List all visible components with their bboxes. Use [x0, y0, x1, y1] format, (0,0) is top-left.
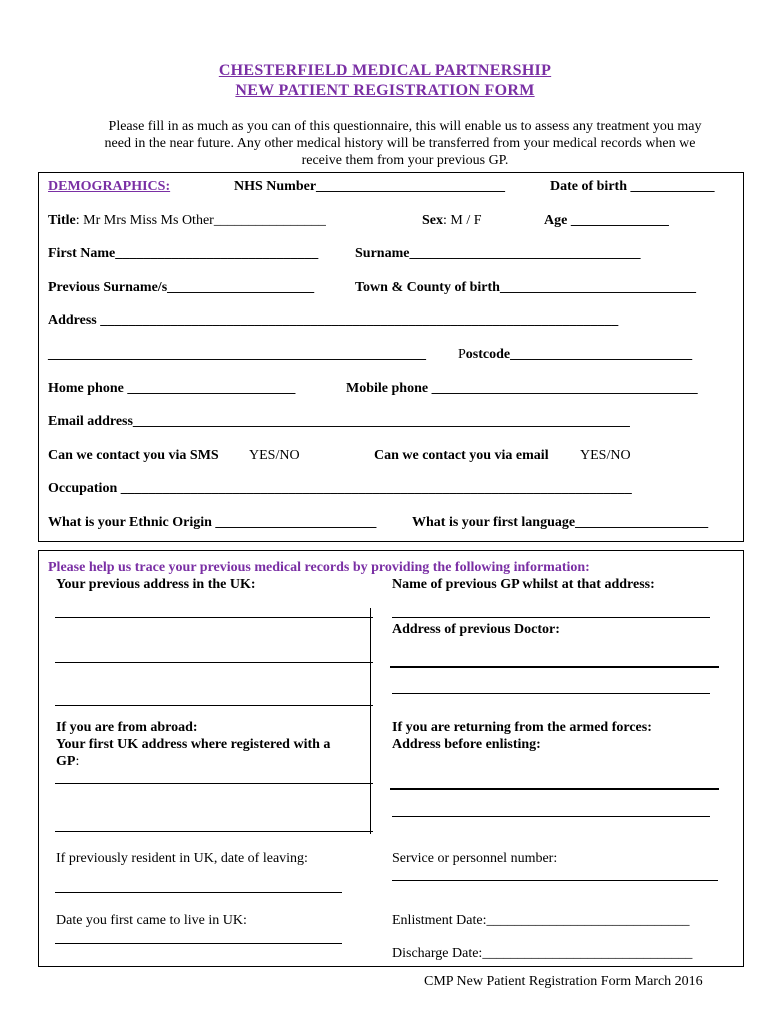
previous-records-section — [38, 550, 744, 967]
intro-line-3: receive them from your previous GP. — [301, 153, 509, 168]
date-of-birth-field[interactable]: Date of birth ____________ — [550, 179, 715, 194]
sex-label: Sex — [422, 213, 443, 228]
abroad-gp-text: GP — [56, 754, 76, 769]
nhs-number-field[interactable]: NHS Number___________________________ — [234, 179, 506, 194]
form-title-line1: CHESTERFIELD MEDICAL PARTNERSHIP — [218, 62, 552, 79]
previous-address-line-3[interactable] — [55, 705, 373, 706]
armed-forces-label-line2: Address before enlisting: — [392, 737, 541, 752]
address-line2-field[interactable]: ______________________________________________________ — [48, 347, 426, 362]
first-name-field[interactable]: First Name_____________________________ — [48, 246, 319, 261]
title-label: Title — [48, 213, 76, 228]
first-language-field[interactable]: What is your first language___________________ — [412, 515, 709, 530]
armed-forces-label-line1: If you are returning from the armed forces: — [392, 720, 652, 735]
first-came-line[interactable] — [55, 943, 342, 944]
postcode-label: ostcode__________________________ — [465, 347, 693, 362]
enlistment-date-field[interactable]: Enlistment Date:_____________________________ — [392, 913, 690, 928]
sex-field[interactable] — [422, 213, 482, 229]
abroad-label-line1: If you are from abroad: — [56, 720, 198, 735]
postcode-field[interactable] — [458, 347, 692, 363]
sms-question: Can we contact you via SMS — [48, 448, 219, 463]
surname-field[interactable]: Surname_________________________________ — [355, 246, 641, 261]
previous-address-line-1[interactable] — [55, 617, 373, 618]
abroad-gp-colon: : — [75, 754, 80, 769]
previous-address-label: Your previous address in the UK: — [56, 577, 256, 592]
previous-doctor-address-label: Address of previous Doctor: — [392, 622, 560, 637]
email-question: Can we contact you via email — [374, 448, 549, 463]
intro-line-2: need in the near future. Any other medical history will be transferred from your medical records when we — [104, 136, 696, 151]
occupation-field[interactable]: Occupation _________________________________________________________________________ — [48, 481, 632, 496]
abroad-label-line2: Your first UK address where registered with a — [56, 737, 331, 752]
previous-address-line-2[interactable] — [55, 662, 373, 663]
sex-options[interactable]: : M / F — [443, 213, 482, 228]
service-number-line[interactable] — [392, 880, 718, 881]
first-uk-address-line-1[interactable] — [55, 783, 373, 784]
sms-answer[interactable]: YES/NO — [249, 448, 300, 463]
title-field[interactable] — [48, 213, 326, 229]
town-county-birth-field[interactable]: Town & County of birth____________________________ — [355, 280, 696, 295]
first-came-label: Date you first came to live in UK: — [56, 913, 247, 928]
previous-gp-name-line[interactable] — [392, 617, 710, 618]
service-number-label: Service or personnel number: — [392, 851, 558, 866]
date-of-leaving-line[interactable] — [55, 892, 342, 893]
address-before-enlisting-line-1[interactable] — [390, 788, 719, 790]
first-uk-address-line-2[interactable] — [55, 831, 373, 832]
form-title-line2: NEW PATIENT REGISTRATION FORM — [235, 82, 535, 99]
mobile-phone-field[interactable]: Mobile phone ______________________________________ — [346, 381, 698, 396]
address-before-enlisting-line-2[interactable] — [392, 816, 710, 817]
previous-gp-name-label: Name of previous GP whilst at that address: — [392, 577, 655, 592]
email-address-field[interactable]: Email address_______________________________________________________________________ — [48, 414, 630, 429]
ethnic-origin-field[interactable]: What is your Ethnic Origin _______________________ — [48, 515, 377, 530]
previous-doctor-address-line-1[interactable] — [390, 666, 719, 668]
previous-doctor-address-line-2[interactable] — [392, 693, 710, 694]
title-options[interactable]: : Mr Mrs Miss Ms Other________________ — [75, 213, 326, 228]
previous-surname-field[interactable]: Previous Surname/s_____________________ — [48, 280, 315, 295]
abroad-label-line3 — [56, 754, 79, 770]
intro-line-1: Please fill in as much as you can of this questionnaire, this will enable us to assess any treatment you may — [108, 119, 702, 134]
address-field[interactable]: Address __________________________________________________________________________ — [48, 313, 619, 328]
age-field[interactable]: Age ______________ — [544, 213, 669, 228]
demographics-label: DEMOGRAPHICS: — [48, 179, 171, 194]
date-of-leaving-label: If previously resident in UK, date of leaving: — [56, 851, 308, 866]
column-divider — [370, 608, 371, 834]
email-answer[interactable]: YES/NO — [580, 448, 631, 463]
discharge-date-field[interactable]: Discharge Date:______________________________ — [392, 946, 693, 961]
postcode-initial: P — [458, 347, 466, 362]
footer-text: CMP New Patient Registration Form March 2016 — [424, 974, 703, 989]
previous-records-heading: Please help us trace your previous medical records by providing the following information: — [48, 560, 590, 575]
home-phone-field[interactable]: Home phone ________________________ — [48, 381, 296, 396]
